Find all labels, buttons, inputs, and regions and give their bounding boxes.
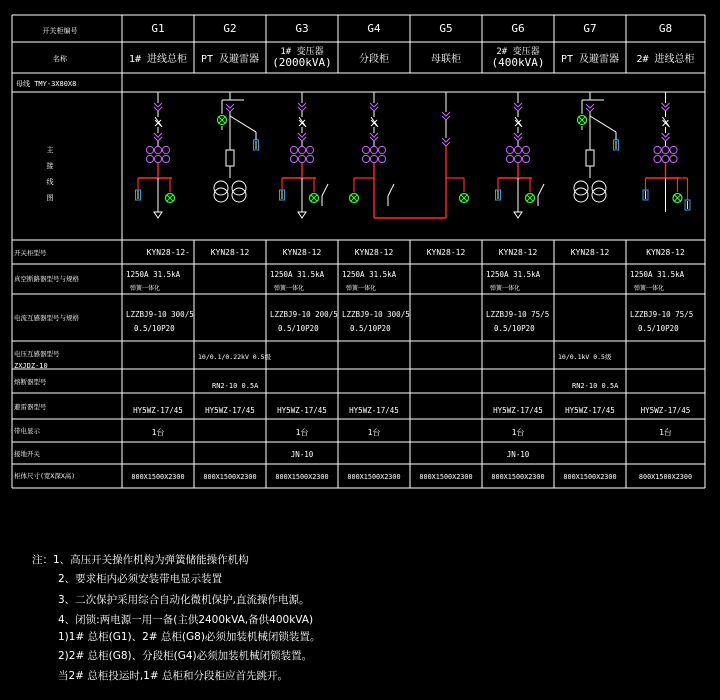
cell-breaker-op: 弹簧一体化: [634, 285, 665, 292]
cell-ct: LZZBJ9-10 75/5: [630, 310, 694, 319]
row-label: 避雷器型号: [14, 403, 47, 411]
cell-size: 800X1500X2300: [638, 473, 693, 481]
cabinet-name-G1: 1# 进线总柜: [128, 54, 188, 65]
current-transformer-icon: [362, 146, 385, 162]
ct-coil: [670, 155, 677, 162]
cabinet-name-G8: 2# 进线总柜: [636, 54, 695, 65]
cabinet-name-G5: 母联柜: [431, 54, 461, 65]
current-transformer-icon: [146, 146, 169, 162]
cell-arrester: HY5WZ-17/45: [205, 406, 255, 415]
cell-type: KYN28-12: [646, 248, 685, 257]
cabinet-no-label: 开关柜编号: [42, 27, 78, 35]
ct-coil: [662, 155, 669, 162]
ct-coil: [378, 146, 385, 153]
ct-coil: [370, 146, 377, 153]
circuit-breaker-icon: [298, 103, 306, 141]
row-label: 电压互感器型号: [14, 350, 60, 358]
ct-coil: [162, 155, 169, 162]
bus-coupler-breaker-icon: [370, 103, 378, 141]
chevron: [154, 103, 162, 107]
cabinet-code-G3: G3: [295, 22, 309, 35]
chevron: [298, 133, 306, 137]
cabinet-name-G4: 分段柜: [359, 54, 389, 65]
cell-indicator: 1台: [151, 428, 165, 437]
cell-size: 800X1500X2300: [347, 473, 401, 481]
cell-ct2: 0.5/10P20: [638, 324, 679, 333]
cabinet-name-G6: 2# 变压器: [496, 47, 540, 57]
live-indicator-icon: [166, 194, 175, 203]
cell-breaker: 1250A 31.5kA: [126, 270, 181, 279]
cabinet-code-G6: G6: [511, 22, 525, 35]
note-line-7: 当2# 总柜投运时,1# 总柜和分段柜应首先跳开。: [58, 670, 288, 682]
cell-type: KYN28-12: [210, 248, 250, 257]
row-label: 带电显示: [14, 427, 40, 435]
cell-size: 800X1500X2300: [491, 473, 545, 481]
cell-ground-sw: JN-10: [290, 450, 314, 459]
cell-breaker: 1250A 31.5kA: [270, 270, 325, 279]
cabinet-code-G8: G8: [658, 22, 673, 35]
ct-coil: [506, 155, 513, 162]
surge-arrester-icon: [136, 190, 141, 200]
cabinet-code-G4: G4: [367, 22, 381, 35]
ct-coil: [670, 146, 677, 153]
cell-ct: LZZBJ9-10 300/5: [342, 310, 410, 319]
cell-ct: LZZBJ9-10 75/5: [486, 310, 550, 319]
note-line-5: 1)1# 总柜(G1)、2# 总柜(G8)必须加装机械闭锁装置。: [58, 631, 321, 643]
cabinet-code-G7: G7: [583, 22, 597, 35]
ct-coil: [522, 146, 529, 153]
cell-arrester: HY5WZ-17/45: [565, 406, 615, 415]
row-label: 开关柜型号: [14, 249, 47, 257]
ground-switch-blade: [322, 184, 328, 196]
note-line-6: 2)2# 总柜(G8)、分段柜(G4)必须加装机械闭锁装置。: [58, 650, 313, 662]
name-label: 名称: [53, 55, 67, 63]
ct-coil: [306, 155, 313, 162]
cell-ct2: 0.5/10P20: [350, 324, 391, 333]
cell-breaker: 1250A 31.5kA: [486, 270, 541, 279]
ct-coil: [378, 155, 385, 162]
ct-coil: [362, 146, 369, 153]
live-indicator-icon: [310, 194, 319, 203]
cell-ct2: 0.5/10P20: [134, 324, 175, 333]
current-transformer-icon: [506, 146, 529, 162]
note-line-3: 3、二次保护采用综合自动化微机保护,直流操作电源。: [58, 594, 310, 606]
cell-type: KYN28-12: [498, 248, 538, 257]
live-indicator-icon: [350, 194, 359, 203]
diagram-label-char: 接: [46, 162, 54, 170]
ct-coil: [298, 155, 305, 162]
chevron: [370, 103, 378, 107]
ground-icon: [154, 212, 162, 218]
cell-ct2: 0.5/10P20: [278, 324, 319, 333]
cell-breaker: 1250A 31.5kA: [342, 270, 397, 279]
note-line-4: 4、闭锁:两电源一用一备(主供2400kVA,备供400kVA): [58, 614, 314, 626]
chevron: [370, 133, 378, 137]
cabinet-code-G2: G2: [223, 22, 237, 35]
ct-coil: [146, 146, 153, 153]
chevron: [586, 104, 594, 108]
diagram-label-char: 主: [46, 146, 54, 154]
cell-size: 800X1500X2300: [419, 473, 473, 481]
cell-breaker-op: 弹簧一体化: [274, 285, 305, 292]
live-indicator-icon: [578, 116, 587, 125]
pt-branch: [590, 116, 616, 132]
cell-type: KYN28-12: [426, 248, 466, 257]
cabinet-name-G3: 1# 变压器: [280, 47, 324, 57]
cell-pt: 10/0.1kV 0.5级: [558, 353, 612, 361]
surge-arrester-icon: [280, 190, 285, 200]
cabinet-name2-G6: (400kVA): [491, 56, 545, 69]
cell-type: KYN28-12: [570, 248, 610, 257]
cabinet-name-G2: PT 及避雷器: [200, 54, 260, 65]
cell-arrester: HY5WZ-17/45: [133, 406, 183, 415]
ct-coil: [306, 146, 313, 153]
ct-coil: [514, 146, 521, 153]
cabinet-name-G7: PT 及避雷器: [560, 54, 620, 65]
cell-fuse: RN2-10 0.5A: [212, 382, 259, 390]
cell-ct2: 0.5/10P20: [494, 324, 535, 333]
ct-coil: [506, 146, 513, 153]
ground-switch-blade: [538, 184, 544, 196]
ct-coil: [654, 146, 661, 153]
cell-fuse: RN2-10 0.5A: [572, 382, 619, 390]
circuit-breaker-icon: [154, 103, 162, 141]
pt-branch: [230, 116, 256, 132]
diagram-label-char: 线: [46, 178, 54, 186]
cell-size: 800X1500X2300: [563, 473, 617, 481]
cell-breaker-op: 弹簧一体化: [346, 285, 377, 292]
busbar-label: 母线 TMY-3X80X8: [16, 80, 77, 88]
fuse-icon: [586, 150, 594, 166]
ct-coil: [298, 146, 305, 153]
circuit-breaker-icon: [514, 103, 522, 141]
ct-coil: [146, 155, 153, 162]
voltage-transformer-icon: [574, 181, 606, 202]
cell-arrester: HY5WZ-17/45: [493, 406, 543, 415]
ct-coil: [290, 155, 297, 162]
surge-arrester-icon: [643, 190, 648, 200]
chevron: [662, 133, 670, 137]
cell-size: 800X1500X2300: [203, 473, 257, 481]
ct-coil: [362, 155, 369, 162]
surge-arrester-icon: [685, 200, 690, 210]
cell-indicator: 1台: [295, 428, 309, 437]
ct-coil: [522, 155, 529, 162]
chevron: [298, 103, 306, 107]
live-indicator-icon: [673, 194, 682, 203]
live-indicator-icon: [526, 194, 535, 203]
row-label: 真空断路器型号与规格: [14, 275, 79, 283]
note-line-2: 2、要求柜内必须安装带电显示装置: [58, 573, 223, 585]
surge-arrester-icon: [496, 190, 501, 200]
cell-arrester: HY5WZ-17/45: [349, 406, 399, 415]
ct-coil: [654, 155, 661, 162]
cabinet-code-G1: G1: [151, 22, 165, 35]
surge-arrester-icon: [614, 140, 619, 150]
ground-switch-blade: [388, 184, 394, 196]
cell-ct: LZZBJ9-10 200/5: [270, 310, 338, 319]
chevron: [514, 103, 522, 107]
cell-arrester: HY5WZ-17/45: [640, 406, 691, 415]
ct-coil: [154, 146, 161, 153]
cabinet-name2-G3: (2000kVA): [272, 56, 332, 69]
chevron: [154, 133, 162, 137]
surge-arrester-icon: [254, 140, 259, 150]
cell-pt: 10/0.1/0.22kV 0.5级: [198, 353, 272, 361]
chevron: [442, 138, 450, 142]
row-label2: ZXJDZ-10: [14, 362, 48, 370]
row-label: 熔断器型号: [14, 378, 47, 386]
cell-breaker-op: 弹簧一体化: [130, 285, 161, 292]
cell-indicator: 1台: [511, 428, 525, 437]
cell-arrester: HY5WZ-17/45: [277, 406, 327, 415]
fuse-icon: [226, 150, 234, 166]
cell-type: KYN28-12: [282, 248, 322, 257]
cell-indicator: 1台: [659, 428, 672, 437]
chevron: [662, 103, 670, 107]
chevron: [226, 104, 234, 108]
cell-size: 800X1500X2300: [275, 473, 329, 481]
ct-coil: [290, 146, 297, 153]
single-line-group: [122, 92, 705, 218]
cell-ct: LZZBJ9-10 300/5: [126, 310, 194, 319]
live-indicator-icon: [218, 116, 227, 125]
current-transformer-icon: [654, 146, 677, 162]
cell-breaker: 1250A 31.5kA: [630, 270, 685, 279]
cell-indicator: 1台: [367, 428, 381, 437]
cell-size: 800X1500X2300: [131, 473, 185, 481]
current-transformer-icon: [290, 146, 313, 162]
row-label: 接地开关: [14, 450, 40, 458]
cell-type: KYN28-12: [354, 248, 394, 257]
ct-coil: [370, 155, 377, 162]
voltage-transformer-icon: [214, 181, 246, 202]
cell-breaker-op: 弹簧一体化: [490, 285, 521, 292]
note-line-1: 注：1、高压开关操作机构为弹簧储能操作机构: [32, 554, 249, 566]
ground-icon: [514, 212, 522, 218]
ground-icon: [298, 212, 306, 218]
cell-type: KYN28-12-: [146, 248, 190, 257]
row-label: 电流互感器型号与规格: [14, 314, 79, 322]
diagram-label-char: 图: [46, 194, 54, 202]
ct-coil: [662, 146, 669, 153]
live-indicator-icon: [460, 194, 469, 203]
chevron: [442, 112, 450, 116]
ct-coil: [514, 155, 521, 162]
ct-coil: [154, 155, 161, 162]
ct-coil: [162, 146, 169, 153]
circuit-breaker-icon: [662, 103, 670, 141]
cell-ground-sw: JN-10: [506, 450, 530, 459]
chevron: [514, 133, 522, 137]
row-label: 柜体尺寸(宽X深X高): [14, 472, 76, 480]
cabinet-code-G5: G5: [439, 22, 453, 35]
